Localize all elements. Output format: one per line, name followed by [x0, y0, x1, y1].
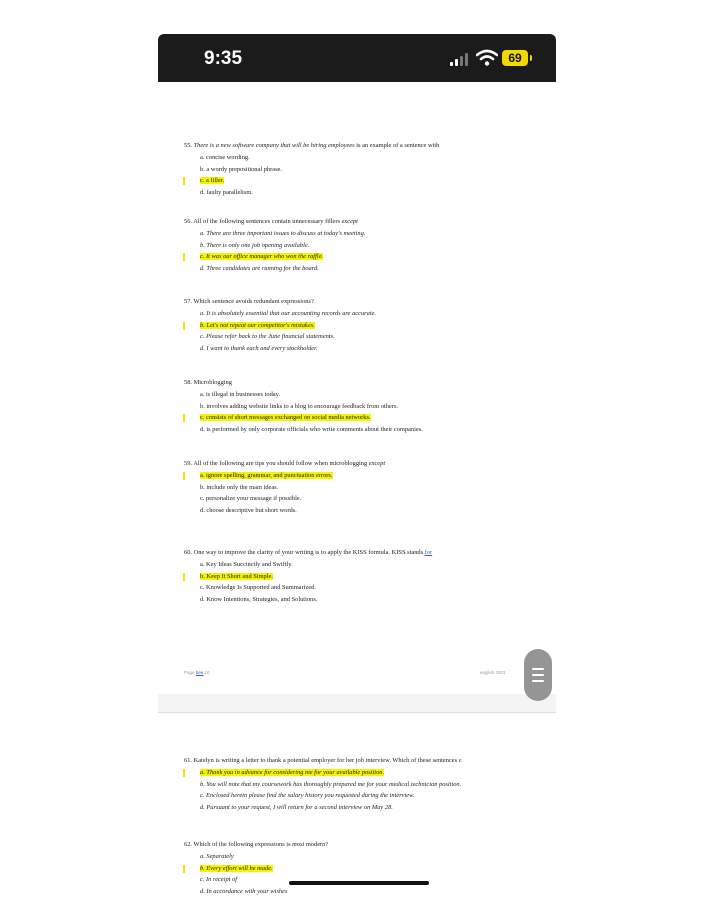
highlighted-answer: c. It was our office manager who won the raffle. [200, 253, 324, 261]
answer-option: d. Three candidates are running for the board. [200, 265, 319, 273]
wifi-icon [476, 49, 498, 67]
status-bar [158, 34, 556, 82]
answer-option [200, 320, 376, 332]
answer-option: d. I want to thank each and every stockholder. [200, 345, 318, 353]
answer-option [200, 175, 439, 187]
answer-option: d. Pursuant to your request, I will return for a second interview on May 28. [200, 804, 393, 812]
question-stem: 56. All of the following sentences contain unnecessary fillers except [184, 218, 358, 225]
answer-option: d. Know Intentions, Strategies, and Solutions. [200, 596, 318, 604]
answer-option: d. choose descriptive but short words. [200, 507, 297, 515]
answer-option: a. is illegal in businesses today. [200, 390, 280, 398]
highlighted-answer: b. Every effort will be made. [200, 864, 273, 872]
battery-indicator: 69 [502, 50, 528, 66]
question-q59 [184, 458, 385, 517]
answer-option: b. a wordy prepositional phrase. [200, 165, 282, 173]
question-q58 [184, 377, 423, 436]
answer-option: c. Enclosed herein please find the salary history you requested during the interview. [200, 792, 415, 800]
floating-menu-button[interactable] [524, 649, 552, 701]
highlight-marker [183, 253, 185, 261]
answer-option: c. Please refer back to the June financial statements. [200, 333, 335, 341]
question-stem: 58. Microblogging [184, 379, 232, 386]
highlight-marker [183, 472, 185, 480]
answer-option [200, 863, 328, 875]
page-footer-left: Page bee 10 [184, 670, 210, 675]
question-stem: 62. Which of the following expressions is most modern? [184, 841, 329, 848]
highlighted-answer: c. a filler. [200, 177, 225, 185]
status-time: 9:35 [204, 48, 243, 69]
answer-option: c. Knowledge Is Supported and Summarized. [200, 584, 316, 592]
answer-option: b. You will note that my coursework has thoroughly prepared me for your medical technician position. [200, 780, 462, 788]
answer-option [200, 470, 385, 482]
highlight-marker [183, 769, 185, 777]
answer-option [200, 767, 462, 779]
document-page-1 [158, 82, 556, 694]
question-q62 [184, 839, 328, 898]
answer-option: b. include only the main ideas. [200, 483, 279, 491]
highlighted-answer: c. consists of short messages exchanged on social media networks. [200, 414, 371, 422]
answer-option: d. is performed by only corporate officials who write comments about their companies. [200, 426, 423, 434]
highlight-marker [183, 177, 185, 185]
question-stem: 60. One way to improve the clarity of your writing is to apply the KISS formula. KISS stands for [184, 549, 433, 556]
cellular-signal-icon [450, 52, 472, 66]
question-q56 [184, 216, 365, 275]
page-number-link[interactable]: bee [195, 670, 204, 675]
answer-option: a. There are three important issues to discuss at today's meeting. [200, 229, 366, 237]
question-stem: 55. There is a new software company that will be hiring employees is an example of a sentence with [184, 142, 440, 149]
highlight-marker [183, 865, 185, 873]
answer-option: a. Separately [200, 852, 234, 860]
answer-option [200, 251, 365, 263]
question-stem: 61. Katelyn is writing a letter to thank a potential employer for her job interview. Which of these sentences c [184, 757, 462, 764]
highlight-marker [183, 322, 185, 330]
page-separator [158, 694, 556, 712]
question-stem: 59. All of the following are tips you should follow when microblogging except [184, 460, 386, 467]
page-footer-right: english 3201 [480, 670, 506, 675]
question-stem: 57. Which sentence avoids redundant expressions? [184, 298, 314, 305]
answer-option: a. It is absolutely essential that our accounting records are accurate. [200, 309, 377, 317]
answer-option: c. personalize your message if possible. [200, 495, 302, 503]
highlighted-answer: a. ignore spelling, grammar, and punctuation errors. [200, 471, 333, 479]
question-q60 [184, 547, 432, 606]
question-q57 [184, 296, 376, 355]
highlighted-answer: a. Thank you in advance for considering me for your available position. [200, 768, 385, 776]
answer-option: a. Key Ideas Succinctly and Swiftly. [200, 560, 293, 568]
question-q55 [184, 140, 439, 199]
highlighted-answer: b. Let's not repeat our competitor's mistakes. [200, 321, 315, 329]
highlight-marker [183, 573, 185, 581]
answer-option: d. In accordance with your wishes [200, 888, 288, 896]
answer-option [200, 412, 423, 424]
home-indicator[interactable] [289, 881, 429, 885]
answer-option: c. In receipt of [200, 876, 238, 884]
highlighted-answer: b. Keep It Short and Simple. [200, 572, 273, 580]
answer-option [200, 571, 432, 583]
question-q61 [184, 755, 462, 814]
document-page-2 [158, 712, 556, 919]
highlight-marker [183, 414, 185, 422]
answer-option: b. There is only one job opening available. [200, 241, 310, 249]
answer-option: b. involves adding website links to a blog to encourage feedback from others. [200, 402, 399, 410]
answer-option: d. faulty parallelism. [200, 189, 253, 197]
answer-option: a. concise wording. [200, 153, 250, 161]
